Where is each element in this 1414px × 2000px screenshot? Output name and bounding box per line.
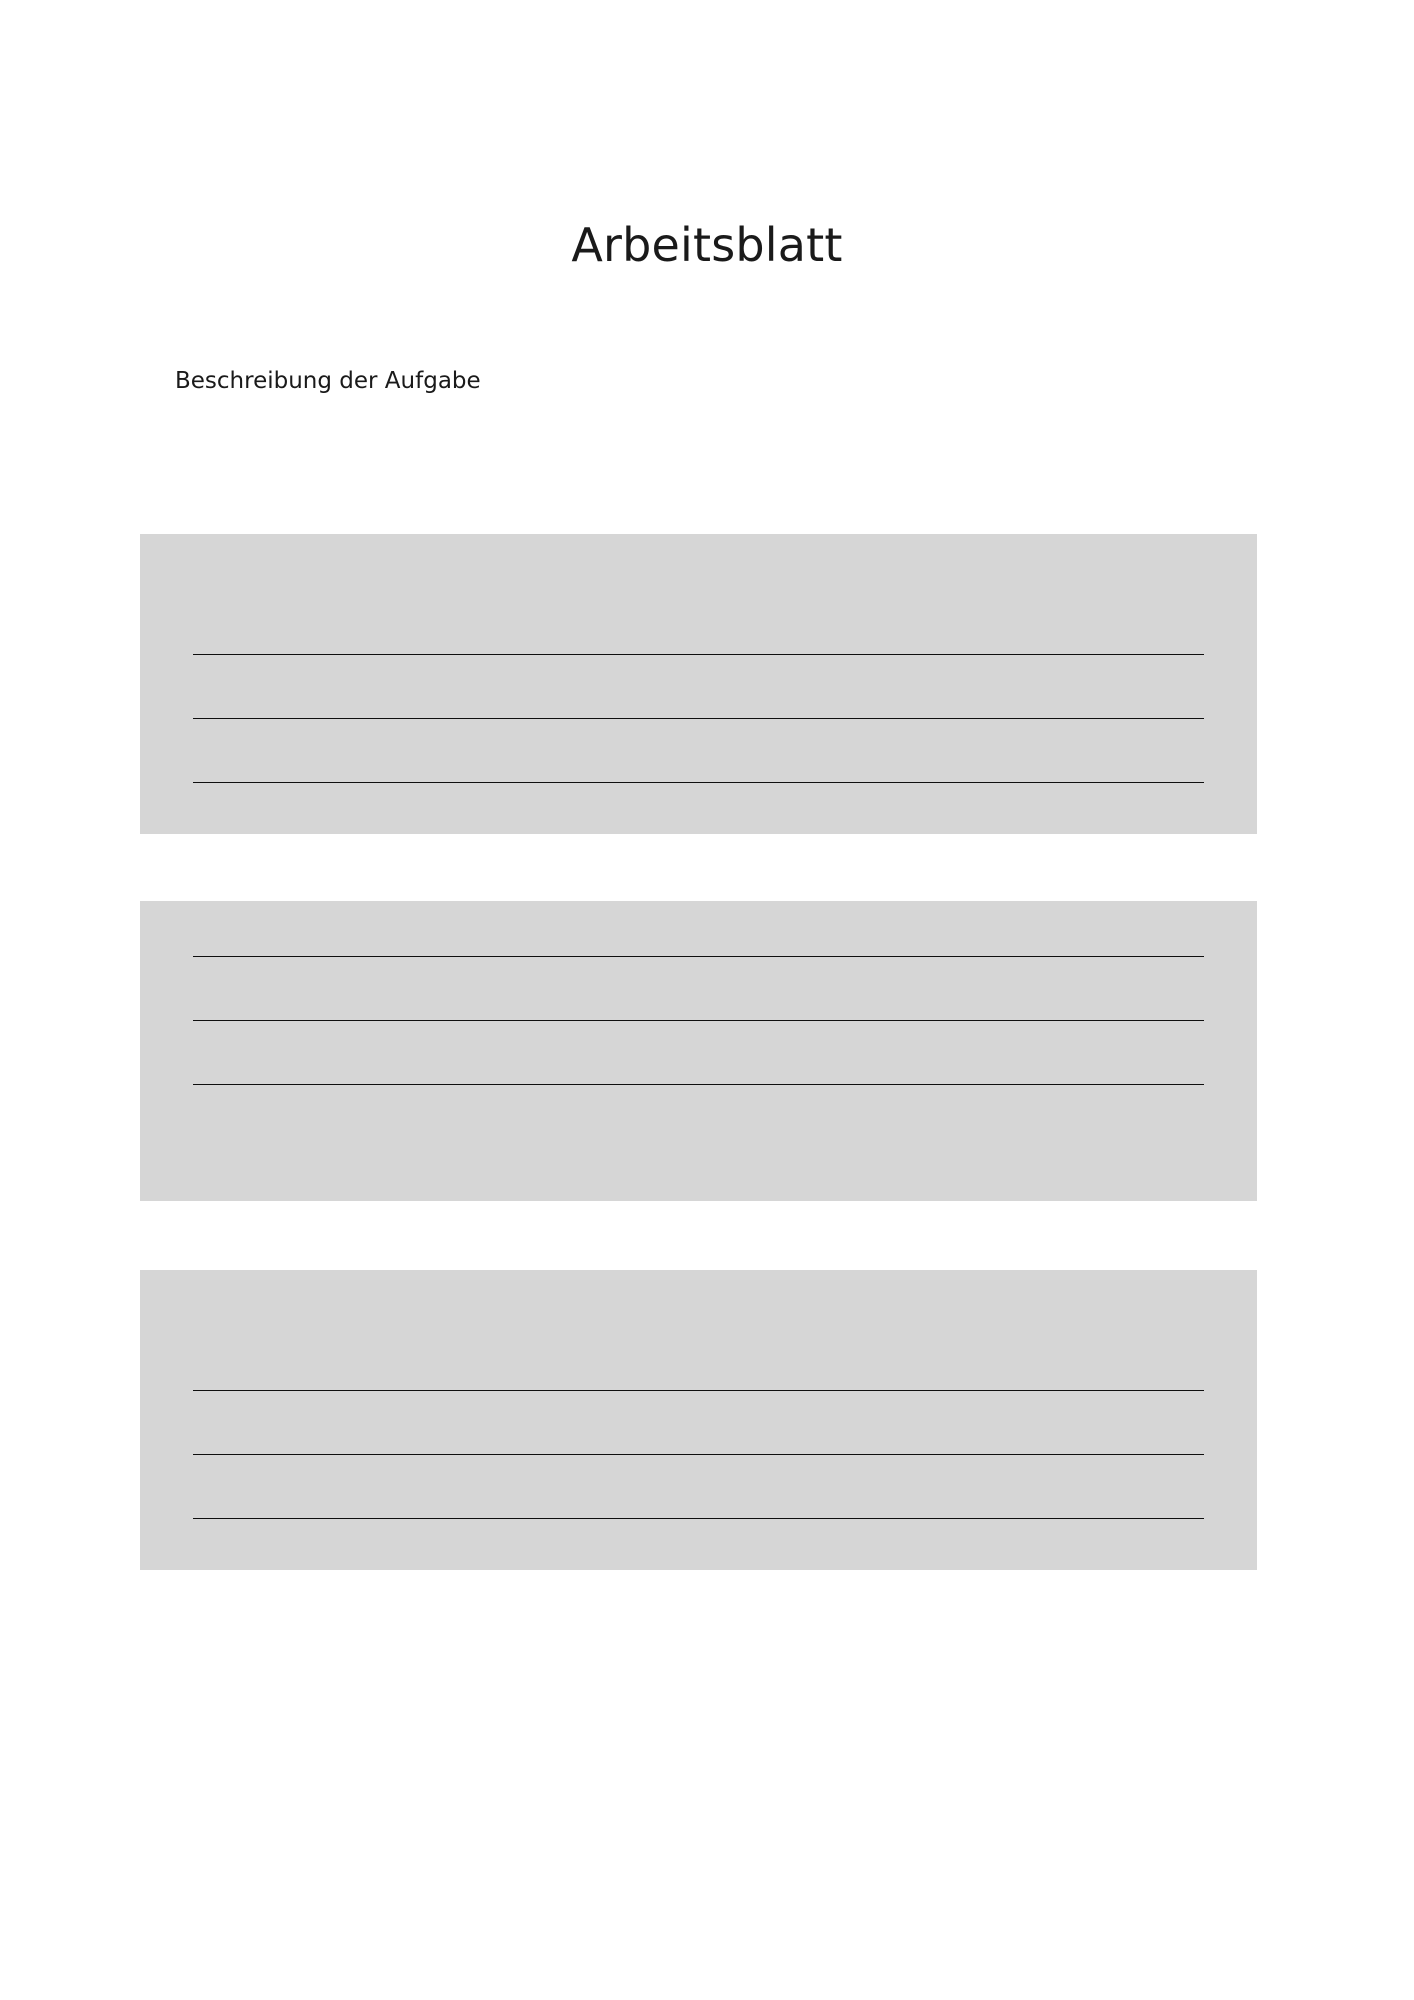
writing-line[interactable] (193, 718, 1204, 719)
writing-line[interactable] (193, 654, 1204, 655)
answer-block[interactable] (140, 534, 1257, 834)
writing-line[interactable] (193, 782, 1204, 783)
writing-line[interactable] (193, 1390, 1204, 1391)
task-description: Beschreibung der Aufgabe (175, 368, 481, 394)
answer-block[interactable] (140, 1270, 1257, 1570)
writing-lines-group (193, 956, 1204, 1085)
writing-lines-group (193, 1390, 1204, 1519)
writing-lines-group (193, 654, 1204, 783)
page-title: Arbeitsblatt (571, 218, 843, 272)
writing-line[interactable] (193, 1518, 1204, 1519)
writing-line[interactable] (193, 1020, 1204, 1021)
answer-block[interactable] (140, 901, 1257, 1201)
writing-line[interactable] (193, 1454, 1204, 1455)
writing-line[interactable] (193, 956, 1204, 957)
writing-line[interactable] (193, 1084, 1204, 1085)
